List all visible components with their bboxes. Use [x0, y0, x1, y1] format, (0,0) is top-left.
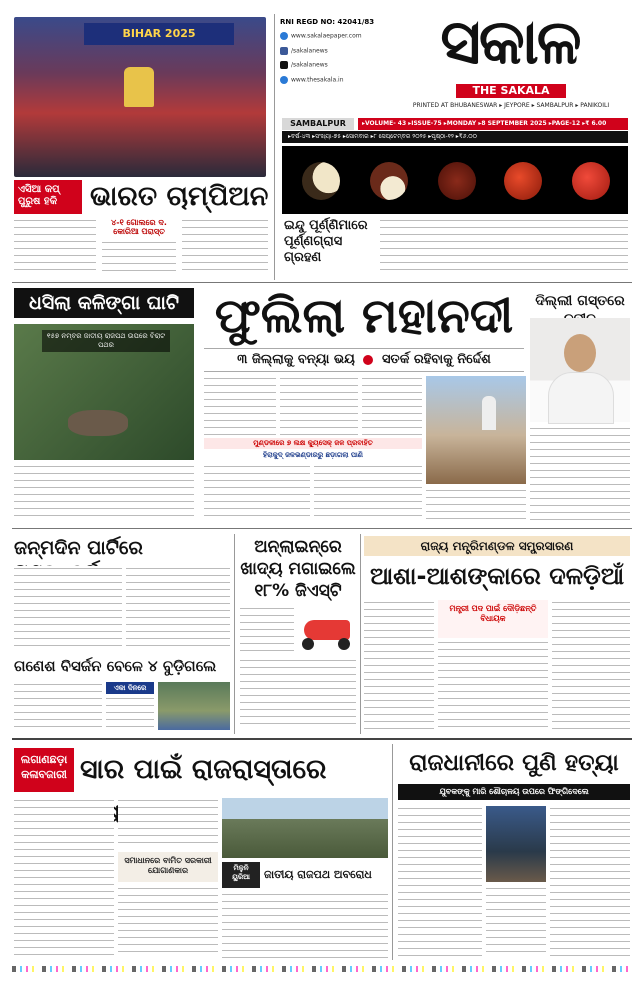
main-body-3 — [362, 376, 422, 436]
murder-body-1 — [398, 806, 482, 958]
birthday-body-1 — [14, 566, 122, 652]
main-river-photo — [426, 376, 526, 484]
ganesh-headline: ଗଣେଶ ବିସର୍ଜନ ବେଳେ ୪ ବୁଡ଼ିଗଲେ — [14, 657, 217, 675]
birthday-headline: ଜନ୍ମଦିନ ପାର୍ଟିରେ — [14, 537, 143, 559]
ganesh-tag: ଏକା ଦିନରେ — [106, 682, 154, 694]
road-tag: ମିଳୁନି ୟୁରିଆ — [222, 862, 260, 888]
cabinet-tag: ରାଜ୍ୟ ମନ୍ତ୍ରିମଣ୍ଡଳ ସମ୍ପ୍ରସାରଣ — [364, 536, 630, 556]
cabinet-quote: ମନ୍ତ୍ରୀ ପଦ ପାଇଁ ଦୌଡ଼ିଛନ୍ତି ବିଧାୟକ — [438, 600, 548, 638]
facebook-icon — [280, 47, 288, 55]
edition-label: SAMBALPUR — [282, 118, 354, 130]
ganesh-body-2 — [106, 696, 154, 730]
link-website[interactable] — [280, 76, 376, 85]
main-blue-bar: ହିରାକୁଦ୍ ଜଳଭଣ୍ଡାରରୁ ଛଡ଼ାଗଲା ପାଣି — [263, 451, 363, 459]
moon-phase-2 — [370, 162, 408, 200]
gst-body-1 — [240, 606, 294, 654]
moon-phase-5 — [572, 162, 610, 200]
masthead-links — [280, 18, 376, 84]
murder-headline: ରାଜଧାନୀରେ ପୁଣି ହତ୍ୟା — [409, 750, 619, 776]
ghati-body — [14, 464, 194, 522]
naveen-headline: ଦିଲ୍ଲୀ ଗସ୍ତରେ — [535, 293, 625, 309]
main-body-5 — [314, 464, 422, 522]
hockey-tag: ଏସିଆ କପ୍ ପୁରୁଷ ହକି — [14, 180, 82, 214]
edition-meta-en: ▸VOLUME- 43 ▸ISSUE-75 ▸MONDAY ▸8 SEPTEMBER 2025 ▸PAGE-12 ▸₹ 6.00 — [358, 118, 628, 130]
cabinet-body-3 — [552, 600, 630, 730]
main-sub-1: ୩ ଜିଲ୍ଲାକୁ ବନ୍ୟା ଭୟ — [237, 352, 355, 367]
scooter-body — [304, 620, 350, 640]
portrait-body — [548, 372, 614, 424]
main-body-6 — [426, 488, 526, 522]
fallen-rock — [68, 410, 128, 436]
masthead-subtitle: THE SAKALA — [456, 84, 566, 98]
murder-photo — [486, 806, 546, 882]
ghati-photo — [14, 324, 194, 460]
link-text: www.sakalaepaper.com — [291, 32, 362, 40]
section-rule-3 — [12, 738, 632, 740]
bullet-red-icon — [363, 355, 373, 365]
column-divider-3 — [360, 534, 361, 734]
link-text: /sakalanews — [291, 47, 328, 54]
main-body-4 — [204, 464, 310, 522]
farmer-body-2 — [118, 798, 218, 848]
main-headline: ଫୁଲିଲା ମହାନଦୀ — [214, 288, 514, 344]
hockey-body-3 — [182, 218, 268, 276]
globe-icon — [280, 76, 288, 84]
twitter-icon — [280, 61, 288, 69]
footer-strip — [12, 966, 632, 972]
naveen-photo — [530, 318, 630, 422]
moon-phase-3 — [438, 162, 476, 200]
portrait-head — [564, 334, 596, 372]
farmer-tag: ଲଗାଣଛଡ଼ା କଳାବଜାରୀ — [14, 748, 74, 792]
link-twitter[interactable] — [280, 61, 376, 70]
eclipse-body — [380, 218, 628, 276]
murder-subhead: ଯୁବକଙ୍କୁ ମାରି ଶୌଚାଳୟ ଉପରେ ଫିଙ୍ଗିଦେଲେ — [398, 784, 630, 800]
cabinet-body-1 — [364, 600, 434, 730]
naveen-body — [530, 426, 630, 522]
moon-phase-1 — [302, 162, 340, 200]
cabinet-headline: ଆଶା-ଆଶଙ୍କାରେ ଦଳଡ଼ିଆଁ — [369, 562, 625, 590]
hockey-body-2 — [102, 240, 176, 276]
road-headline: ଜାତୀୟ ରାଜପଥ ଅବରୋଧ — [264, 868, 372, 881]
hockey-banner: BIHAR 2025 — [84, 23, 234, 45]
masthead-logo: ସକାଳ — [440, 5, 580, 78]
main-subhead — [204, 348, 524, 372]
road-body — [222, 892, 388, 958]
link-text: /sakalanews — [291, 61, 328, 69]
temple-shape — [482, 396, 496, 430]
printed-at: PRINTED AT BHUBANESWAR ▸ JEYPORE ▸ SAMBALPUR ▸ PANIKOILI — [412, 102, 610, 109]
farmer-body-3 — [118, 886, 218, 958]
gst-scooter-icon — [298, 606, 356, 654]
hockey-subhead: ୪-୧ ଗୋଲରେ ଦ. କୋରିଆ ପରାସ୍ତ — [111, 218, 167, 236]
main-body-2 — [280, 376, 358, 436]
farmer-body-1 — [14, 798, 114, 958]
cabinet-body-2 — [438, 640, 548, 730]
section-rule — [12, 282, 632, 283]
hockey-photo — [14, 17, 266, 177]
link-facebook[interactable] — [280, 47, 376, 56]
hockey-body — [14, 218, 96, 276]
murder-body-3 — [550, 806, 630, 958]
main-body-1 — [204, 376, 276, 436]
scooter-wheel-back — [338, 638, 350, 650]
birthday-body-2 — [126, 566, 230, 652]
ghati-caption: ୧୫୭ ନମ୍ବର ଜାତୀୟ ରାଜପଥ ଉପରେ ବିରାଟ ପଥର — [42, 330, 170, 352]
eclipse-photo — [282, 146, 628, 214]
column-divider-4 — [392, 744, 393, 960]
column-divider — [274, 14, 275, 280]
ganesh-body-1 — [14, 682, 102, 730]
farmer-box: ସମାଧାନରେ ବାମିତ ସରକାରୀ ଯୋଗାଣକାର — [118, 852, 218, 882]
gst-headline: ଅନ୍‌ଲାଇନ୍‌ରେ ଖାଦ୍ୟ ମଗାଇଲେ ୧୮% ଜିଏସ୍‌ଟି — [240, 537, 356, 601]
farmer-photo — [222, 798, 388, 858]
globe-icon — [280, 32, 288, 40]
murder-body-2 — [486, 886, 546, 958]
scooter-wheel-front — [302, 638, 314, 650]
moon-phase-4 — [504, 162, 542, 200]
link-text: www.thesakala.in — [291, 76, 344, 83]
main-sub-2: ସତର୍କ ରହିବାକୁ ନିର୍ଦ୍ଦେଶ — [381, 352, 491, 367]
hockey-headline: ଭାରତ ଚାମ୍ପିଅନ — [90, 181, 269, 212]
link-epaper[interactable] — [280, 32, 376, 41]
eclipse-headline: ଇନ୍ଦୁ ପୂର୍ଣ୍ଣିମାରେ ପୂର୍ଣ୍ଣଗ୍ରାସ ଗ୍ରହଣ — [284, 218, 368, 265]
farmer-headline: ସାର ପାଇଁ ରାଜରାସ୍ତାରେ — [80, 754, 327, 785]
column-divider-2 — [234, 534, 235, 734]
ghati-headline-box: ଧସିଲା କଳିଙ୍ଗା ଘାଟି — [14, 288, 194, 318]
main-red-bar: ମୁଣ୍ଡଳୀରେ ୭ ଲକ୍ଷ କ୍ୟୁସେକ୍ ଜଳ ପ୍ରବାହିତ — [204, 438, 422, 449]
gst-body-2 — [240, 658, 356, 730]
regd-number: RNI REGD NO: 42041/83 — [280, 18, 375, 26]
edition-meta-or: ▸ବର୍ଷ-୪୩ ▸ସଂଖ୍ୟା-୭୫ ▸ସୋମବାର ▸୮ ସେପ୍ଟେମ୍ବର ୨୦୨୫ ▸ପୃଷ୍ଠା-୧୨ ▸₹୬.୦୦ — [282, 131, 628, 143]
hockey-trophy — [124, 67, 154, 107]
section-rule-2 — [12, 528, 632, 529]
ganesh-photo — [158, 682, 230, 730]
